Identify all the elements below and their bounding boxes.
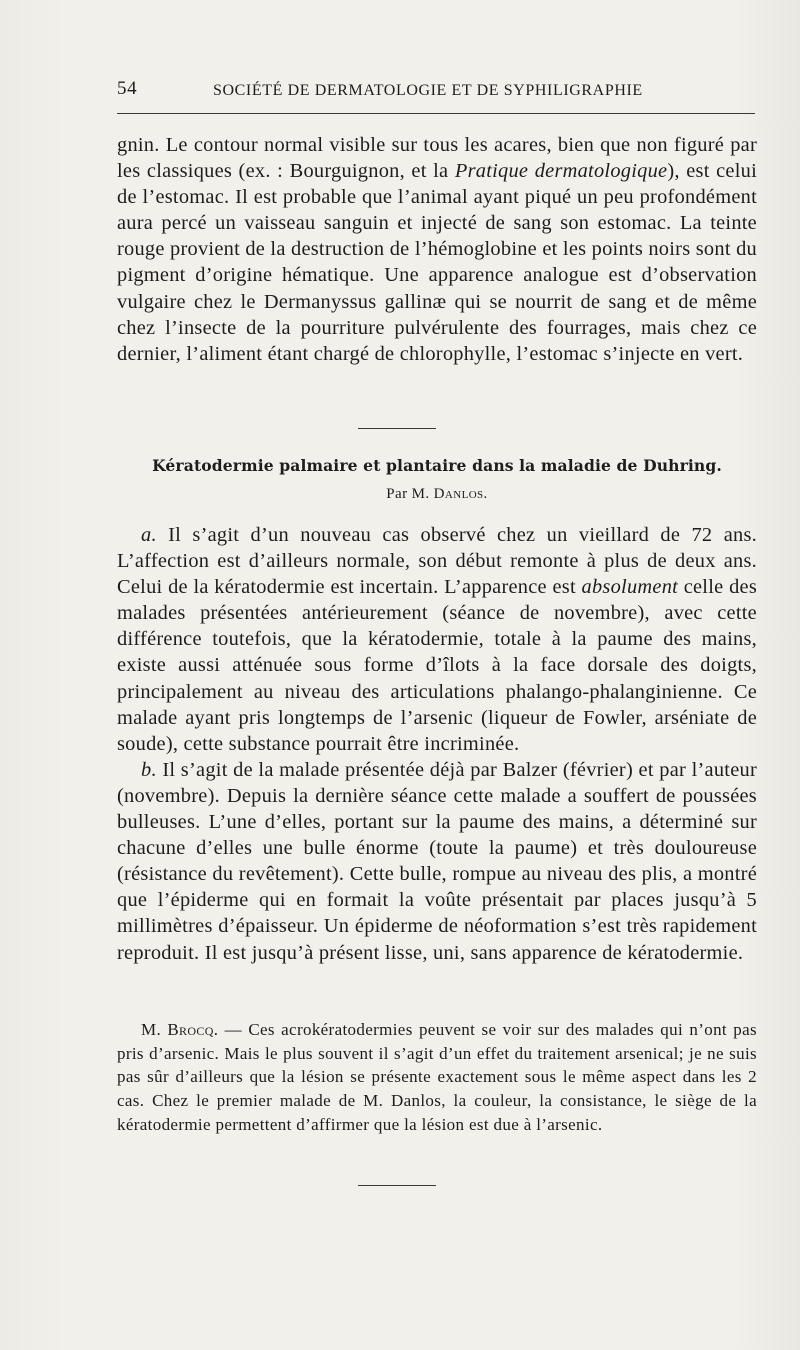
- discussion: [117, 1018, 757, 1137]
- end-separator: [358, 1185, 436, 1186]
- case-a-text-cont: celle des malades présentées antérieurement (séance de novembre), avec cette différence toutefois, que la kératodermie, totale à la paume des mains, existe aussi atténuée sous forme d’îlots à la face dorsale des doigts, principalement au niveau des articulations phalango-phalanginienne. Ce malade ayant pris longtemps de l’arsenic (liqueur de Fowler, arséniate de soude), cette substance pourrait être incriminée.: [117, 576, 757, 755]
- section-title: Kératodermie palmaire et plantaire dans la maladie de Duhring.: [152, 456, 722, 475]
- case-a-paragraph: [117, 522, 757, 757]
- byline: [117, 486, 757, 503]
- paragraph-text-part: gnin. Le contour normal visible sur tous les acares, bien que non figuré par les classiques (ex. : Bourguignon, et la: [117, 134, 757, 183]
- paragraph-continuation: [117, 132, 757, 367]
- speaker-prefix: M.: [141, 1020, 168, 1039]
- page-number: 54: [117, 78, 138, 99]
- paragraph-text-part: ), est celui de l’estomac. Il est probable que l’animal ayant piqué un peu profondément aura percé un vaisseau sanguin et injecté de sang son estomac. La teinte rouge provient de la destruction de l’hémoglobine et les points noirs sont du pigment d’origine hématique. Une apparence analogue est d’observation vulgaire chez le Dermanyssus gallinæ qui se nourrit de sang et de même chez l’insecte de la pourriture pulvérulente des fourrages, mais chez ce dernier, l’aliment étant chargé de chlorophylle, l’estomac s’injecte en vert.: [117, 160, 757, 365]
- case-b-label: b.: [141, 758, 157, 781]
- case-b-paragraph: [117, 757, 757, 966]
- case-b-text: Il s’agit de la malade présentée déjà par Balzer (février) et par l’auteur (novembre). Depuis la dernière séance cette malade a souffert de poussées bulleuses. L’une d’elles, portant sur la paume des mains, a déterminé sur chacune d’elles une bulle énorme (toute la paume) et très douloureuse (résistance du revêtement). Cette bulle, rompue au niveau des plis, a montré que l’épiderme qui en formait la voûte présentait par places jusqu’à 5 millimètres d’épaisseur. Un épiderme de néoformation s’est très rapidement reproduit. Il est jusqu’à présent lisse, uni, sans apparence de kératodermie.: [117, 758, 757, 964]
- discussion-text: — Ces acrokératodermies peuvent se voir sur des malades qui n’ont pas pris d’arsenic. Mais le plus souvent il s’agit d’un effet du traitement arsenical; je ne suis pas sûr d’ailleurs que la lésion se présente exactement sous le même aspect dans les 2 cas. Chez le premier malade de M. Danlos, la couleur, la consistance, le siège de la kératodermie permettent d’affirmer que la lésion est due à l’arsenic.: [117, 1020, 757, 1134]
- discussion-paragraph: [117, 1018, 757, 1137]
- case-a-text: Il s’agit d’un nouveau cas observé chez un vieillard de 72 ans. L’affection est d’ailleurs normale, son début remonte à plus de deux ans. Celui de la kératodermie est incertain. L’apparence est: [117, 524, 757, 599]
- running-title: SOCIÉTÉ DE DERMATOLOGIE ET DE SYPHILIGRAPHIE: [213, 82, 643, 99]
- case-a-label: a.: [141, 524, 157, 546]
- case-reports: [117, 522, 757, 966]
- byline-author: Danlos.: [433, 486, 488, 502]
- header-rule: [117, 113, 755, 114]
- case-a-italic: absolument: [581, 576, 679, 599]
- byline-prefix: Par M.: [386, 486, 434, 502]
- section-separator: [358, 428, 436, 429]
- speaker-name: Brocq.: [167, 1020, 219, 1039]
- paragraph-text: [117, 132, 757, 367]
- italic-title: Pratique dermatologique: [454, 160, 668, 183]
